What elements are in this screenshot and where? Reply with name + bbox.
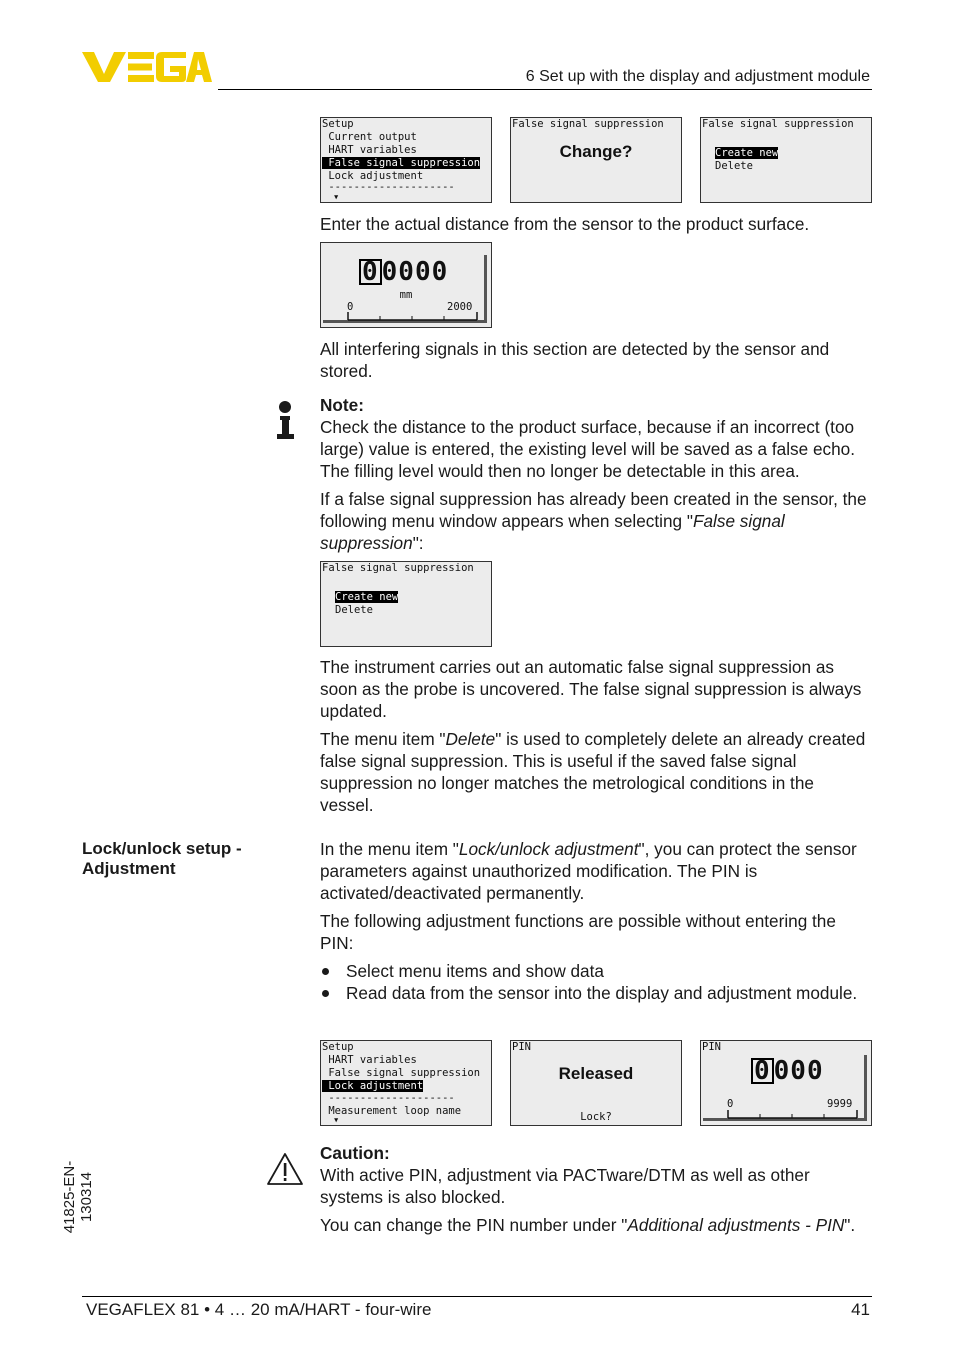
menu-line-selected: Lock adjustment: [322, 1080, 424, 1092]
menu-line: HART variables: [322, 1054, 417, 1066]
paragraph-already-created: [320, 488, 872, 554]
menu-line: Setup: [322, 1041, 354, 1053]
scale-min: 0: [347, 301, 354, 313]
side-heading-lock-unlock: Lock/unlock setup - Adjustment: [82, 839, 242, 878]
page-number: 41: [851, 1300, 870, 1319]
input-cursor-digit: 0: [751, 1058, 774, 1084]
paragraph-delete: [320, 728, 872, 816]
footer-rule: [82, 1296, 872, 1297]
text-emphasis: False signal suppression: [320, 511, 785, 553]
paragraph-lock: [320, 838, 872, 904]
menu-line: False signal suppression: [322, 1067, 481, 1079]
screen-title: False signal suppression: [702, 118, 854, 130]
paragraph-functions: The following adjustment functions are possible without entering the PIN:: [320, 911, 836, 953]
paragraph-interfering: All interfering signals in this section are detected by the sensor and stored.: [320, 339, 830, 381]
scroll-down-icon: ▾: [333, 191, 340, 203]
text-emphasis: Lock/unlock adjustment: [458, 839, 639, 859]
input-cursor-digit: 0: [359, 259, 382, 285]
text-run: You can change the PIN number under ": [320, 1215, 628, 1235]
info-icon: [276, 400, 296, 442]
text-run: In the menu item ": [320, 839, 459, 859]
display-screen-setup-menu: [320, 117, 492, 203]
text-run: ", you can protect the sensor parameters against unauthorized modification. The PIN is activated/deactivated permanently.: [320, 839, 857, 903]
scale-max: 2000: [447, 301, 473, 313]
menu-line-selected: Create new: [335, 591, 399, 603]
text-emphasis: Additional adjustments - PIN: [627, 1215, 845, 1235]
menu-line: Delete: [335, 604, 373, 616]
change-prompt: Change?: [559, 142, 633, 161]
unit-label: mm: [399, 289, 413, 301]
footer-product: VEGAFLEX 81 • 4 … 20 mA/HART - four-wire: [86, 1300, 432, 1319]
screen-title: PIN: [512, 1041, 531, 1053]
header-section-title: 6 Set up with the display and adjustment module: [525, 68, 870, 85]
display-screen-existing-suppression: [320, 561, 492, 647]
menu-line: Measurement loop name: [322, 1105, 462, 1117]
text-run: ".: [844, 1215, 856, 1235]
warning-triangle-icon: [266, 1152, 304, 1186]
note-title: Note:: [320, 395, 364, 415]
menu-line: Setup: [322, 118, 354, 130]
text-run: If a false signal suppression has already been created in the sensor, the following menu window appears when selecting ": [320, 489, 867, 531]
paragraph-automatic: The instrument carries out an automatic false signal suppression as soon as the probe is uncovered. The false signal suppression is always updated.: [320, 657, 862, 721]
document-id: 41825-EN-130314: [61, 1160, 95, 1234]
screen-title: False signal suppression: [512, 118, 664, 130]
note-text: Check the distance to the product surface, because if an incorrect (too large) value is entered, the existing level will be saved as a false echo. The filling level would then no longer be detectable in this area.: [320, 417, 856, 481]
menu-line: Lock adjustment: [322, 170, 424, 182]
header-rule: [218, 89, 872, 90]
menu-divider: --------------------: [322, 1092, 455, 1104]
menu-divider: --------------------: [322, 181, 455, 193]
paragraph-pin-change: [320, 1214, 872, 1236]
menu-line: Current output: [322, 131, 417, 143]
lock-prompt: Lock?: [580, 1111, 612, 1123]
scale-min: 0: [727, 1098, 734, 1110]
display-screen-distance-input: [320, 242, 492, 328]
caution-title: Caution:: [320, 1143, 390, 1163]
bullet-text: Select menu items and show data: [346, 961, 604, 981]
pin-status: Released: [558, 1064, 634, 1083]
text-run: " is used to completely delete an already created false signal suppression. This is useful if the saved false signal suppression no longer matches the metrological conditions in the vessel.: [320, 729, 866, 815]
screen-title: PIN: [702, 1041, 721, 1053]
vega-logo: [82, 50, 212, 84]
bullet-text: Read data from the sensor into the display and adjustment module.: [346, 983, 858, 1003]
menu-line-selected: False signal suppression: [322, 157, 481, 169]
paragraph-distance: Enter the actual distance from the sensor to the product surface.: [320, 214, 810, 234]
display-screen-pin-status: [510, 1040, 682, 1126]
scale-bar: [727, 1109, 859, 1119]
menu-line: Delete: [715, 160, 753, 172]
scale-bar: [347, 311, 479, 321]
text-run: The menu item ": [320, 729, 446, 749]
display-screen-setup-lock: [320, 1040, 492, 1126]
menu-line-selected: Create new: [715, 147, 779, 159]
screen-title: False signal suppression: [322, 562, 474, 574]
text-emphasis: Delete: [445, 729, 496, 749]
bullet-icon: [322, 968, 329, 975]
display-screen-pin-entry: [700, 1040, 872, 1126]
text-run: ":: [412, 533, 424, 553]
pin-digits: 000: [773, 1056, 824, 1086]
display-screen-create-delete: [700, 117, 872, 203]
bullet-icon: [322, 990, 329, 997]
caution-text: With active PIN, adjustment via PACTware/DTM as well as other systems is also blocked.: [320, 1165, 810, 1207]
distance-digits: 0000: [381, 257, 449, 287]
pin-value: [751, 1058, 824, 1084]
scale-max: 9999: [827, 1098, 853, 1110]
menu-line: HART variables: [322, 144, 417, 156]
distance-value: [359, 259, 448, 285]
display-screen-change-prompt: [510, 117, 682, 203]
scroll-down-icon: ▾: [333, 1114, 340, 1126]
